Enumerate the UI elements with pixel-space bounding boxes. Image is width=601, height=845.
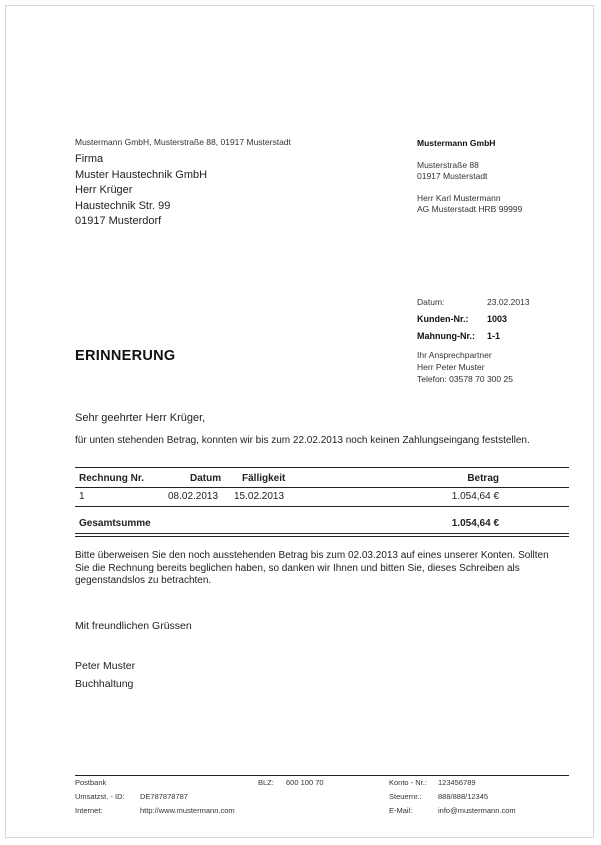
sender-return-address: Mustermann GmbH, Musterstraße 88, 01917 Musterstadt <box>75 137 291 147</box>
footer-rule <box>75 775 569 776</box>
header-invoice: Rechnung Nr. <box>79 473 145 484</box>
footer-vat-label: Umsatzst. - ID: <box>75 792 125 801</box>
company-street: Musterstraße 88 <box>417 159 479 170</box>
reminder-label: Mahnung-Nr.: <box>417 331 475 341</box>
salutation: Sehr geehrter Herr Krüger, <box>75 412 206 424</box>
recipient-line: Firma <box>75 153 104 165</box>
company-register: AG Musterstadt HRB 99999 <box>417 204 523 214</box>
total-label: Gesamtsumme <box>79 518 151 529</box>
recipient-line: 01917 Musterdorf <box>75 215 162 227</box>
footer-internet-value: http://www.mustermann.com <box>140 806 235 815</box>
total-value: 1.054,64 € <box>451 518 499 529</box>
customer-value: 1003 <box>487 314 508 324</box>
company-city: 01917 Musterstadt <box>417 171 488 181</box>
table-rule-total-1 <box>75 533 569 534</box>
footer-tax-value: 888/888/12345 <box>438 792 489 801</box>
header-date: Datum <box>190 473 222 484</box>
letter-heading: ERINNERUNG <box>75 348 176 364</box>
recipient-line: Herr Krüger <box>75 184 133 196</box>
footer-vat-value: DE787878787 <box>140 792 188 801</box>
row-invoice: 1 <box>79 491 85 502</box>
footer-bank-label: Postbank <box>75 778 107 787</box>
signature-department: Buchhaltung <box>75 678 134 690</box>
payment-paragraph: Bitte überweisen Sie den noch ausstehenden Betrag bis zum 02.03.2013 auf eines unserer Konten. Sollten Sie die Rechnung bereits beglichen haben, so danken wir Ihnen und bitten Sie, dieses Schreiben als gegenstandslos zu betrachten. <box>75 550 549 586</box>
table-rule-header <box>75 487 569 488</box>
footer-internet-label: Internet: <box>75 806 103 815</box>
date-value: 23.02.2013 <box>487 297 530 307</box>
company-name: Mustermann GmbH <box>417 138 496 148</box>
recipient-address <box>75 152 207 230</box>
contact-phone: Telefon: 03578 70 300 25 <box>417 374 513 384</box>
recipient-line: Muster Haustechnik GmbH <box>75 168 208 181</box>
intro-text: für unten stehenden Betrag, konnten wir bis zum 22.02.2013 noch keinen Zahlungseingang feststellen. <box>75 435 530 446</box>
row-due: 15.02.2013 <box>234 491 285 502</box>
footer-blz-value: 600 100 70 <box>286 778 324 787</box>
reminder-value: 1-1 <box>487 331 501 341</box>
table-rule-total-2 <box>75 536 569 537</box>
footer-account-value: 123456789 <box>438 778 476 787</box>
table-rule-row <box>75 506 569 507</box>
row-date: 08.02.2013 <box>168 491 219 502</box>
footer-account-label: Konto - Nr.: <box>389 778 427 787</box>
company-block <box>417 138 522 216</box>
contact-name: Herr Peter Muster <box>417 362 485 372</box>
date-label: Datum: <box>417 297 445 307</box>
table-rule-top <box>75 467 569 468</box>
recipient-line: Haustechnik Str. 99 <box>75 199 171 212</box>
footer-email-value: info@mustermann.com <box>438 806 516 815</box>
header-due: Fälligkeit <box>242 473 286 484</box>
contact-label: Ihr Ansprechpartner <box>417 350 492 360</box>
header-amount: Betrag <box>467 473 499 484</box>
footer-email-label: E-Mail: <box>389 806 413 815</box>
footer-blz-label: BLZ: <box>258 778 274 787</box>
customer-label: Kunden-Nr.: <box>417 314 469 324</box>
closing: Mit freundlichen Grüssen <box>75 620 192 632</box>
row-amount: 1.054,64 € <box>451 491 499 502</box>
contact-block <box>417 349 513 385</box>
company-person: Herr Karl Mustermann <box>417 192 501 203</box>
signature-name: Peter Muster <box>75 660 136 672</box>
footer-tax-label: Steuernr.: <box>389 792 422 801</box>
